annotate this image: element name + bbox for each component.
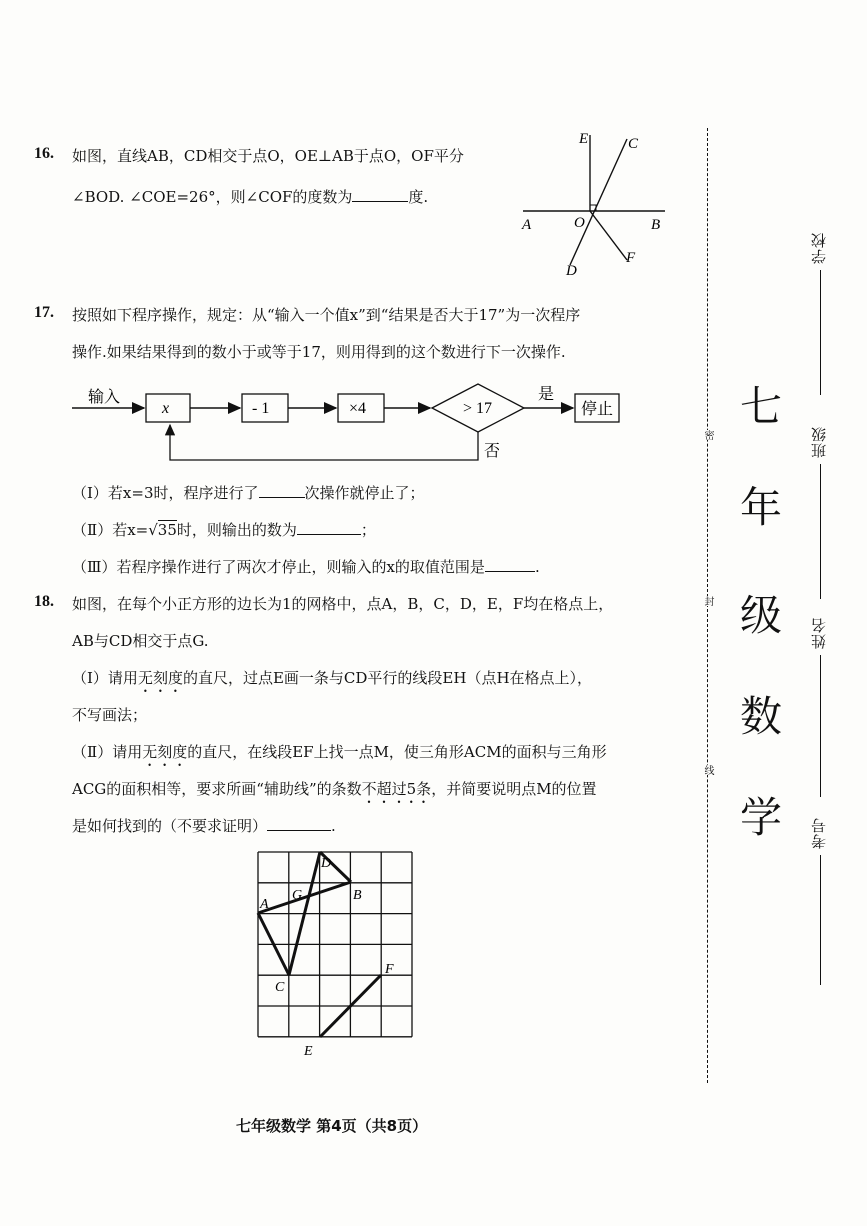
question-17-text-line2: 操作.如果结果得到的数小于或等于17，则用得到的这个数进行下一次操作. <box>72 343 566 361</box>
question-17-part1: （Ⅰ）若x=3时，程序进行了 次操作就停止了； <box>72 484 425 502</box>
label-A: A <box>522 217 532 233</box>
grade-title-char-4: 数 <box>734 694 783 736</box>
label-B: B <box>651 217 661 233</box>
label-D: D <box>566 263 577 279</box>
question-18-text-line1: 如图，在每个小正方形的边长为1的网格中，点A，B，C，D，E，F均在格点上， <box>72 595 614 613</box>
answer-blank-17-3[interactable] <box>485 557 535 572</box>
school-label: 学校 <box>810 232 828 264</box>
class-field[interactable] <box>820 464 821 599</box>
question-18-text-line3: （Ⅰ）请用无刻度的直尺，过点E画一条与CD平行的线段EH（点H在格点上）， <box>72 669 593 687</box>
flow-input-label: 输入 <box>88 387 121 406</box>
question-18-text-line7: 是如何找到的（不要求证明） . <box>72 817 336 835</box>
label-E: E <box>579 131 589 147</box>
question-18-text-line6: ACG的面积相等，要求所画“辅助线”的条数不超过5条，并简要说明点M的位置 <box>72 780 597 798</box>
label-F: F <box>626 250 636 266</box>
grade-title-char-5: 学 <box>734 795 783 837</box>
grid-label-D: D <box>321 856 332 871</box>
label-O: O <box>574 215 585 231</box>
question-16-text-line1: 如图，直线AB，CD相交于点O，OE⊥AB于点O，OF平分 <box>72 147 464 165</box>
figure-16-intersecting-lines <box>515 125 675 280</box>
question-16-number: 16. <box>34 145 54 162</box>
grade-title-char-3: 级 <box>734 593 783 635</box>
question-17-text-line1: 按照如下程序操作，规定：从“输入一个值x”到“结果是否大于17”为一次程序 <box>72 306 581 324</box>
question-17-number: 17. <box>34 304 54 321</box>
label-C: C <box>628 136 639 152</box>
grid-label-F: F <box>385 962 394 977</box>
name-field[interactable] <box>820 655 821 797</box>
question-18-text-line4: 不写画法； <box>72 706 148 724</box>
svg-text:x: x <box>162 400 170 417</box>
grid-label-C: C <box>275 980 285 995</box>
answer-blank-18[interactable] <box>267 816 331 831</box>
svg-text:> 17: > 17 <box>463 400 493 417</box>
question-18-number: 18. <box>34 593 54 610</box>
flow-no-label: 否 <box>484 441 501 460</box>
question-18-text-line5: （Ⅱ）请用无刻度的直尺，在线段EF上找一点M，使三角形ACM的面积与三角形 <box>72 743 607 761</box>
question-17-part3: （Ⅲ）若程序操作进行了两次才停止，则输入的x的取值范围是 . <box>72 558 540 576</box>
school-field[interactable] <box>820 270 821 395</box>
flow-yes-label: 是 <box>538 384 555 403</box>
answer-blank-16[interactable] <box>352 187 408 202</box>
question-17-part2: （Ⅱ）若x=√35时，则输出的数为 ； <box>72 521 376 539</box>
question-16-text-line2: ∠BOD. ∠COE=26°，则∠COF的度数为 度. <box>72 188 429 206</box>
class-label: 班级 <box>810 426 828 458</box>
grid-label-A: A <box>260 897 269 912</box>
question-18-text-line2: AB与CD相交于点G. <box>72 632 209 650</box>
figure-18-grid <box>250 846 420 1071</box>
seal-char-3: 线 <box>702 765 713 775</box>
seal-char-1: 密 <box>702 430 713 440</box>
flowchart-program <box>68 378 628 470</box>
grid-label-G: G <box>292 888 303 903</box>
exam-number-field[interactable] <box>820 855 821 985</box>
grid-label-E: E <box>304 1044 313 1059</box>
answer-blank-17-2[interactable] <box>297 520 361 535</box>
seal-char-2: 封 <box>702 596 713 606</box>
svg-text:×4: ×4 <box>349 400 367 417</box>
svg-text:停止: 停止 <box>581 399 614 418</box>
page-footer: 七年级数学 第4页（共8页） <box>236 1117 428 1135</box>
answer-blank-17-1[interactable] <box>259 483 305 498</box>
grid-label-B: B <box>353 888 362 903</box>
name-label: 姓名 <box>810 617 828 649</box>
svg-text:- 1: - 1 <box>252 400 270 417</box>
grade-title-char-1: 七 <box>734 384 783 426</box>
grade-title-char-2: 年 <box>734 485 783 527</box>
exam-number-label: 考号 <box>810 817 828 849</box>
